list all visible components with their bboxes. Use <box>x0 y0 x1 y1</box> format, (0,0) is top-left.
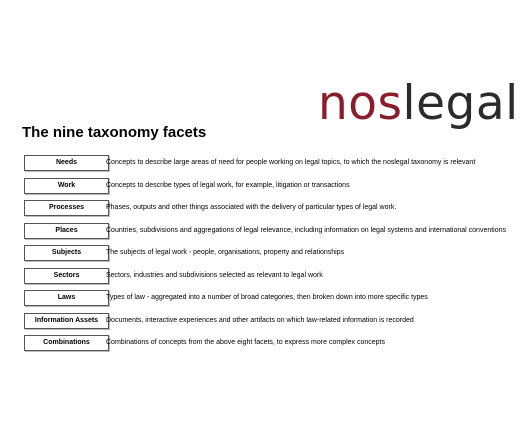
facet-description-work: Concepts to describe types of legal work, for example, litigation or transactions <box>106 181 350 189</box>
facet-box-information-assets: Information Assets <box>24 313 109 329</box>
facet-row-combinations <box>24 332 514 355</box>
facet-row-places <box>24 220 514 243</box>
logo-part-legal: legal <box>402 76 519 131</box>
facet-description-subjects: The subjects of legal work - people, organisations, property and relationships <box>106 249 345 256</box>
page-title: The nine taxonomy facets <box>22 124 207 141</box>
facet-row-sectors <box>24 265 514 288</box>
facet-description-places: Countries, subdivisions and aggregations of legal relevance, including information on legal systems and international conventions <box>106 226 507 234</box>
noslegal-logo <box>318 76 519 131</box>
facet-row-processes <box>24 197 514 220</box>
facet-box-processes: Processes <box>24 200 109 216</box>
facet-row-laws <box>24 287 514 310</box>
facet-description-sectors: Sectors, industries and subdivisions selected as relevant to legal work <box>106 271 323 279</box>
facet-box-needs: Needs <box>24 155 109 171</box>
facet-description-laws: Types of law - aggregated into a number of broad categories, then broken down into more specific types <box>106 294 428 301</box>
facet-box-laws: Laws <box>24 290 109 306</box>
facet-list <box>24 152 514 355</box>
facet-row-subjects <box>24 242 514 265</box>
facet-box-work: Work <box>24 178 109 194</box>
facet-description-information-assets: Documents, interactive experiences and other artifacts on which law-related information is recorded <box>106 316 414 324</box>
facet-box-sectors: Sectors <box>24 268 109 284</box>
facet-box-places: Places <box>24 223 109 239</box>
facet-box-subjects: Subjects <box>24 245 109 261</box>
facet-description-processes: Phases, outputs and other things associated with the delivery of particular types of legal work. <box>106 204 397 211</box>
facet-description-combinations: Combinations of concepts from the above eight facets, to express more complex concepts <box>106 339 385 346</box>
facet-row-needs <box>24 152 514 175</box>
facet-box-combinations: Combinations <box>24 335 109 351</box>
facet-row-information-assets <box>24 310 514 333</box>
facet-description-needs: Concepts to describe large areas of need for people working on legal topics, to which the noslegal taxonomy is relevant <box>106 159 476 166</box>
logo-part-nos: nos <box>318 76 403 131</box>
facet-row-work <box>24 175 514 198</box>
